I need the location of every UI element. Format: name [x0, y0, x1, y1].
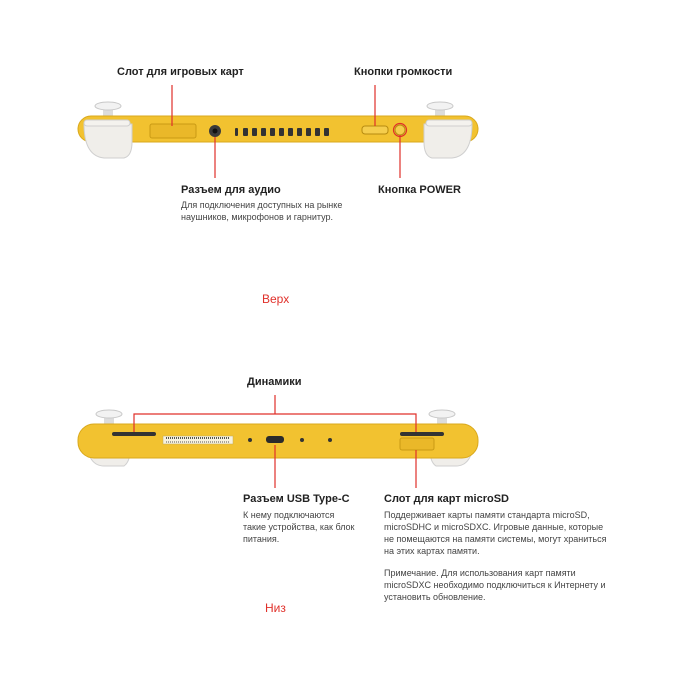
mic-hole-right [300, 438, 304, 442]
microsd-note: Примечание. Для использования карт памяти microSDXC необходимо подключиться к Интернету и установить обновление. [384, 568, 606, 602]
r-button [426, 120, 472, 126]
game-card-slot-cover [150, 124, 196, 138]
l-button [84, 120, 130, 126]
label-speakers: Динамики [247, 376, 302, 388]
bottom-hole [328, 438, 332, 442]
right-speaker [400, 432, 444, 436]
label-audio-jack: Разъем для аудио [181, 184, 281, 196]
power-button [395, 125, 405, 135]
left-speaker [112, 432, 156, 436]
audio-jack-description: Для подключения доступных на рынке наушников, микрофонов и гарнитур. [181, 200, 343, 222]
section-title-bottom: Низ [265, 601, 286, 615]
top-console [78, 102, 478, 158]
usb-c-port [266, 436, 284, 443]
label-power-button: Кнопка POWER [378, 184, 461, 196]
bottom-console [78, 410, 478, 466]
section-title-top: Верх [262, 292, 290, 306]
mic-hole-left [248, 438, 252, 442]
top-console-body [78, 116, 478, 142]
volume-button [362, 126, 388, 134]
label-microsd: Слот для карт microSD [384, 493, 509, 505]
label-game-card-slot: Слот для игровых карт [117, 66, 244, 78]
serial-sticker [163, 436, 233, 444]
usb-c-description: К нему подключаются такие устройства, как блок питания. [243, 510, 355, 544]
microsd-description: Поддерживает карты памяти стандарта microSD, microSDHC и microSDXC. Игровые данные, которые не помещаются на памяти системы, могут храниться на этих картах памяти. [384, 510, 607, 556]
microsd-slot-cover [400, 438, 434, 450]
left-shoulder-cap [84, 124, 132, 158]
right-shoulder-cap [424, 124, 472, 158]
label-usb-c: Разъем USB Type-C [243, 493, 350, 505]
label-volume-buttons: Кнопки громкости [354, 66, 453, 78]
